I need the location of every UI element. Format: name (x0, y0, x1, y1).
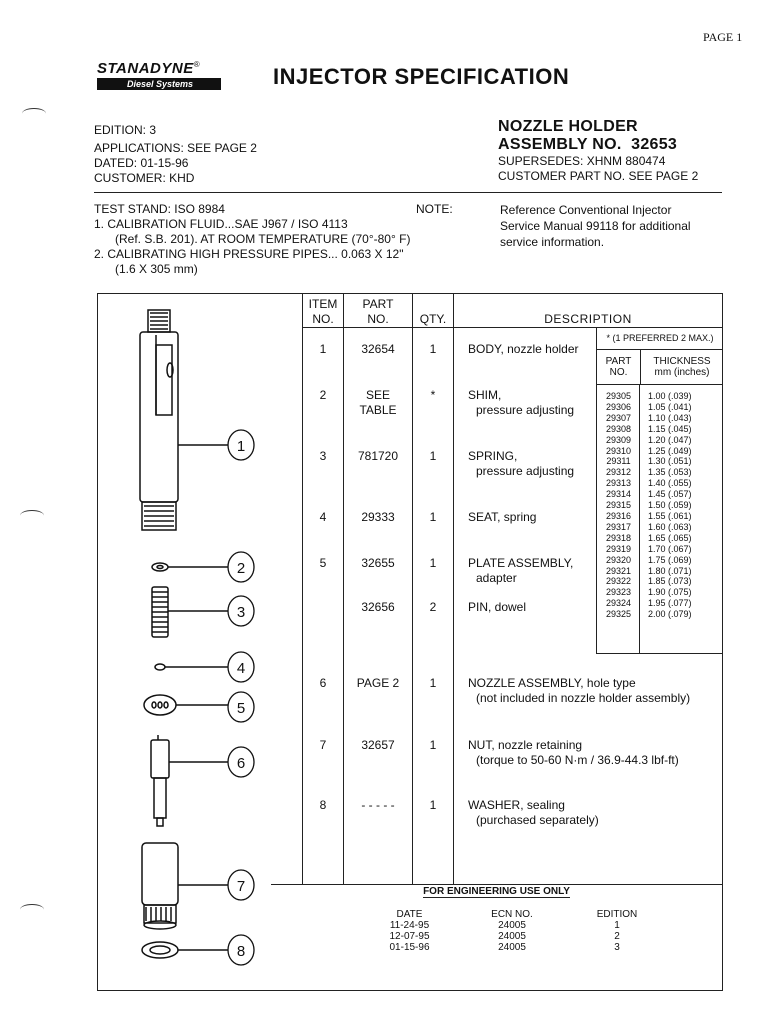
shim-part-no: 29310 (605, 445, 632, 456)
qty: * (430, 388, 436, 402)
dated-text: DATED: 01-15-96 (94, 156, 189, 170)
shim-table-row (597, 609, 723, 620)
desc-line: NUT, nozzle retaining (468, 738, 583, 752)
row-description (468, 556, 573, 586)
shim-thickness: 1.55 (.061) (648, 510, 692, 521)
eng-ecn-no: 24005 (498, 942, 526, 953)
desc-line: (not included in nozzle holder assembly) (476, 691, 691, 705)
col-divider (453, 294, 454, 884)
shim-table-row (597, 587, 723, 598)
qty: 1 (429, 676, 437, 690)
shim-table-row (597, 446, 723, 457)
engineering-title (271, 886, 722, 897)
shim-drawing (152, 563, 168, 571)
spring-seat-drawing (155, 664, 165, 670)
shim-part-no: 29309 (605, 434, 632, 445)
shim-part-no: 29324 (605, 598, 632, 609)
part-no: PAGE 2 (356, 676, 400, 690)
item-no: 4 (319, 510, 327, 524)
note-line: service information. (500, 235, 605, 249)
right-info (498, 118, 698, 184)
page-number: PAGE 1 (703, 30, 743, 44)
qty: 1 (429, 342, 437, 356)
part-no (344, 388, 412, 418)
desc-line: (purchased separately) (476, 813, 599, 827)
shim-thickness: 1.85 (.073) (648, 576, 692, 587)
shim-table-row (597, 598, 723, 609)
eng-edition: 2 (614, 931, 620, 942)
eng-edition-header: EDITION (596, 909, 638, 920)
qty: 1 (429, 449, 437, 463)
logo-mark: ® (193, 60, 200, 69)
shim-rows (597, 385, 723, 620)
desc-line: (torque to 50-60 N·m / 36.9-44.3 lbf-ft) (476, 753, 679, 767)
shim-part-no: 29323 (605, 587, 632, 598)
note-text (500, 202, 691, 250)
shim-table-row (597, 413, 723, 424)
shim-table-row (597, 489, 723, 500)
eng-ecn-no: 24005 (498, 920, 526, 931)
item-header-line: ITEM (308, 297, 338, 311)
calibration-fluid-text: 1. CALIBRATION FLUID...SAE J967 / ISO 4113 (94, 217, 348, 231)
shim-table-row (597, 391, 723, 402)
shim-part-no: 29319 (605, 543, 632, 554)
nozzle-assembly-drawing (151, 735, 169, 826)
shim-table-row (597, 456, 723, 467)
engineering-title-text: FOR ENGINEERING USE ONLY (423, 886, 570, 897)
desc-line: pressure adjusting (476, 403, 575, 417)
item-no: 8 (319, 798, 327, 812)
shim-part-header-line: PART (605, 356, 632, 367)
pipe-dimension-text: (1.6 X 305 mm) (115, 262, 198, 276)
shim-thickness-header-line: THICKNESS (653, 356, 711, 367)
adapter-plate-drawing (144, 695, 176, 715)
shim-part-no: 29316 (605, 510, 632, 521)
callout-label: 7 (236, 878, 246, 895)
shim-part-no: 29306 (605, 401, 632, 412)
nozzle-holder-body-drawing (140, 310, 178, 530)
shim-table-row (597, 511, 723, 522)
test-stand-text: TEST STAND: ISO 8984 (94, 202, 225, 216)
part-no: 32654 (361, 342, 395, 356)
desc-line: SPRING, (468, 449, 518, 463)
eng-date: 12-07-95 (389, 931, 430, 942)
description-header: DESCRIPTION (544, 312, 632, 326)
header-divider (94, 192, 722, 193)
item-no: 6 (319, 676, 327, 690)
shim-thickness: 1.50 (.059) (648, 500, 692, 511)
shim-part-no: 29322 (605, 576, 632, 587)
shim-table-row (597, 467, 723, 478)
shim-table (596, 328, 723, 654)
col-divider (302, 294, 303, 884)
shim-thickness: 1.95 (.077) (648, 598, 692, 609)
left-info (94, 123, 257, 186)
assembly-no-line (498, 136, 698, 154)
shim-part-header-line: NO. (609, 367, 628, 378)
shim-part-no: 29314 (605, 489, 632, 500)
desc-line: WASHER, sealing (468, 798, 565, 812)
eng-date-header: DATE (396, 909, 423, 920)
desc-line: adapter (476, 571, 517, 585)
row-description: SEAT, spring (468, 510, 537, 524)
shim-thickness-header (641, 350, 723, 384)
item-no: 2 (319, 388, 327, 402)
item-no: 1 (319, 342, 327, 356)
part-no: 781720 (357, 449, 399, 463)
assembly-number: 32653 (631, 136, 678, 153)
applications-text: APPLICATIONS: SEE PAGE 2 (94, 141, 257, 155)
shim-thickness: 1.05 (.041) (648, 401, 692, 412)
logo-brand: STANADYNE (97, 60, 194, 77)
shim-part-no: 29313 (605, 478, 632, 489)
qty: 1 (429, 798, 437, 812)
shim-thickness: 1.15 (.045) (648, 423, 692, 434)
shim-part-no: 29308 (605, 423, 632, 434)
qty: 2 (429, 600, 437, 614)
engineering-header (387, 909, 687, 920)
shim-thickness: 1.25 (.049) (648, 445, 692, 456)
col-divider (412, 294, 413, 884)
shim-part-header (597, 350, 641, 384)
shim-table-row (597, 478, 723, 489)
row-description: PIN, dowel (468, 600, 527, 614)
callout-label: 4 (236, 660, 246, 677)
shim-header (597, 350, 723, 385)
engineering-row (387, 942, 687, 953)
shim-col-divider (639, 384, 640, 653)
desc-line: PLATE ASSEMBLY, (468, 556, 574, 570)
shim-thickness: 1.75 (.069) (648, 554, 692, 565)
col-divider (343, 294, 344, 884)
eng-ecn-no: 24005 (498, 931, 526, 942)
eng-date: 11-24-95 (389, 920, 430, 931)
shim-table-row (597, 435, 723, 446)
callout-label: 5 (236, 700, 246, 717)
shim-thickness: 1.65 (.065) (648, 532, 692, 543)
shim-thickness: 1.00 (.039) (648, 391, 692, 401)
qty: 1 (429, 738, 437, 752)
sealing-washer-drawing (142, 942, 178, 958)
shim-thickness: 1.45 (.057) (648, 489, 692, 500)
page-title: INJECTOR SPECIFICATION (273, 64, 570, 89)
shim-thickness-header-line: mm (inches) (654, 367, 710, 378)
shim-part-no: 29325 (605, 609, 632, 620)
assembly-label: ASSEMBLY NO. (498, 136, 622, 153)
item-no: 5 (319, 556, 327, 570)
spring-drawing (152, 587, 168, 637)
calibration-ref-text: (Ref. S.B. 201). AT ROOM TEMPERATURE (70°-80° F) (115, 232, 411, 246)
shim-table-row (597, 555, 723, 566)
desc-line: SHIM, (468, 388, 502, 402)
shim-part-no: 29320 (605, 554, 632, 565)
shim-thickness: 1.10 (.043) (648, 412, 692, 423)
shim-table-row (597, 522, 723, 533)
shim-part-no: 29312 (605, 467, 632, 478)
callout-label: 8 (236, 943, 246, 960)
parts-illustration (98, 295, 298, 989)
engineering-row (387, 931, 687, 942)
row-description (468, 738, 679, 768)
margin-mark (20, 904, 44, 915)
edition-text: EDITION: 3 (94, 123, 157, 137)
part-no: - - - - - (361, 798, 395, 812)
supersedes-text: SUPERSEDES: XHNM 880474 (498, 154, 666, 168)
eng-ecn-header: ECN NO. (491, 909, 533, 920)
note-label: NOTE: (416, 202, 453, 216)
row-description (468, 798, 599, 828)
shim-part-no: 29321 (605, 565, 632, 576)
item-header (303, 297, 343, 327)
row-description (468, 676, 690, 706)
engineering-section (271, 884, 722, 897)
part-no: 32657 (361, 738, 395, 752)
item-no: 7 (319, 738, 327, 752)
callout-label: 3 (236, 604, 246, 621)
shim-table-row (597, 402, 723, 413)
note-line: Reference Conventional Injector (500, 203, 672, 217)
margin-mark (20, 510, 44, 521)
shim-thickness: 1.35 (.053) (648, 467, 692, 478)
shim-thickness: 1.60 (.063) (648, 521, 692, 532)
row-description: BODY, nozzle holder (468, 342, 579, 356)
part-no-line: TABLE (359, 403, 397, 417)
eng-date: 01-15-96 (389, 942, 430, 953)
part-no: 32656 (361, 600, 395, 614)
row-description (468, 388, 574, 418)
shim-table-row (597, 544, 723, 555)
stanadyne-logo (97, 60, 221, 90)
desc-line: NOZZLE ASSEMBLY, hole type (468, 676, 636, 690)
customer-part-text: CUSTOMER PART NO. SEE PAGE 2 (498, 169, 699, 183)
shim-table-row (597, 576, 723, 587)
engineering-rows (387, 920, 687, 953)
nozzle-nut-drawing (142, 843, 178, 929)
callout-label: 6 (236, 755, 246, 772)
desc-line: pressure adjusting (476, 464, 575, 478)
item-no: 3 (319, 449, 327, 463)
callout-label: 1 (236, 438, 246, 455)
nozzle-holder-title: NOZZLE HOLDER (498, 118, 638, 135)
shim-part-no: 29305 (605, 391, 632, 401)
qty-header: QTY. (419, 312, 447, 326)
shim-thickness: 1.70 (.067) (648, 543, 692, 554)
part-no: 29333 (361, 510, 395, 524)
customer-text: CUSTOMER: KHD (94, 171, 195, 185)
note-line: Service Manual 99118 for additional (500, 219, 691, 233)
callout-label: 2 (236, 560, 246, 577)
qty: 1 (429, 556, 437, 570)
shim-thickness: 1.90 (.075) (648, 587, 692, 598)
shim-table-row (597, 424, 723, 435)
shim-part-no: 29307 (605, 412, 632, 423)
shim-thickness: 2.00 (.079) (648, 609, 692, 620)
item-header-line: NO. (312, 312, 334, 326)
eng-edition: 3 (614, 942, 620, 953)
engineering-row (387, 920, 687, 931)
shim-part-no: 29318 (605, 532, 632, 543)
calibration-pipes-text: 2. CALIBRATING HIGH PRESSURE PIPES... 0.063 X 12" (94, 247, 404, 261)
engineering-table (387, 909, 687, 953)
part-header (344, 297, 412, 327)
row-description (468, 449, 574, 479)
part-no-line: SEE (365, 388, 390, 402)
part-header-line: PART (362, 297, 394, 311)
shim-table-row (597, 500, 723, 511)
shim-thickness: 1.40 (.055) (648, 478, 692, 489)
margin-mark (22, 108, 46, 119)
part-header-line: NO. (367, 312, 389, 326)
shim-table-row (597, 566, 723, 577)
shim-preferred-note: * (1 PREFERRED 2 MAX.) (597, 328, 723, 350)
shim-part-no: 29317 (605, 521, 632, 532)
logo-tagline: Diesel Systems (97, 78, 221, 90)
shim-thickness: 1.30 (.051) (648, 456, 692, 467)
shim-table-row (597, 533, 723, 544)
shim-part-no: 29311 (606, 456, 631, 467)
part-no: 32655 (361, 556, 395, 570)
qty: 1 (429, 510, 437, 524)
shim-thickness: 1.80 (.071) (648, 565, 692, 576)
eng-edition: 1 (614, 920, 620, 931)
shim-part-no: 29315 (605, 500, 632, 511)
shim-thickness: 1.20 (.047) (648, 434, 692, 445)
